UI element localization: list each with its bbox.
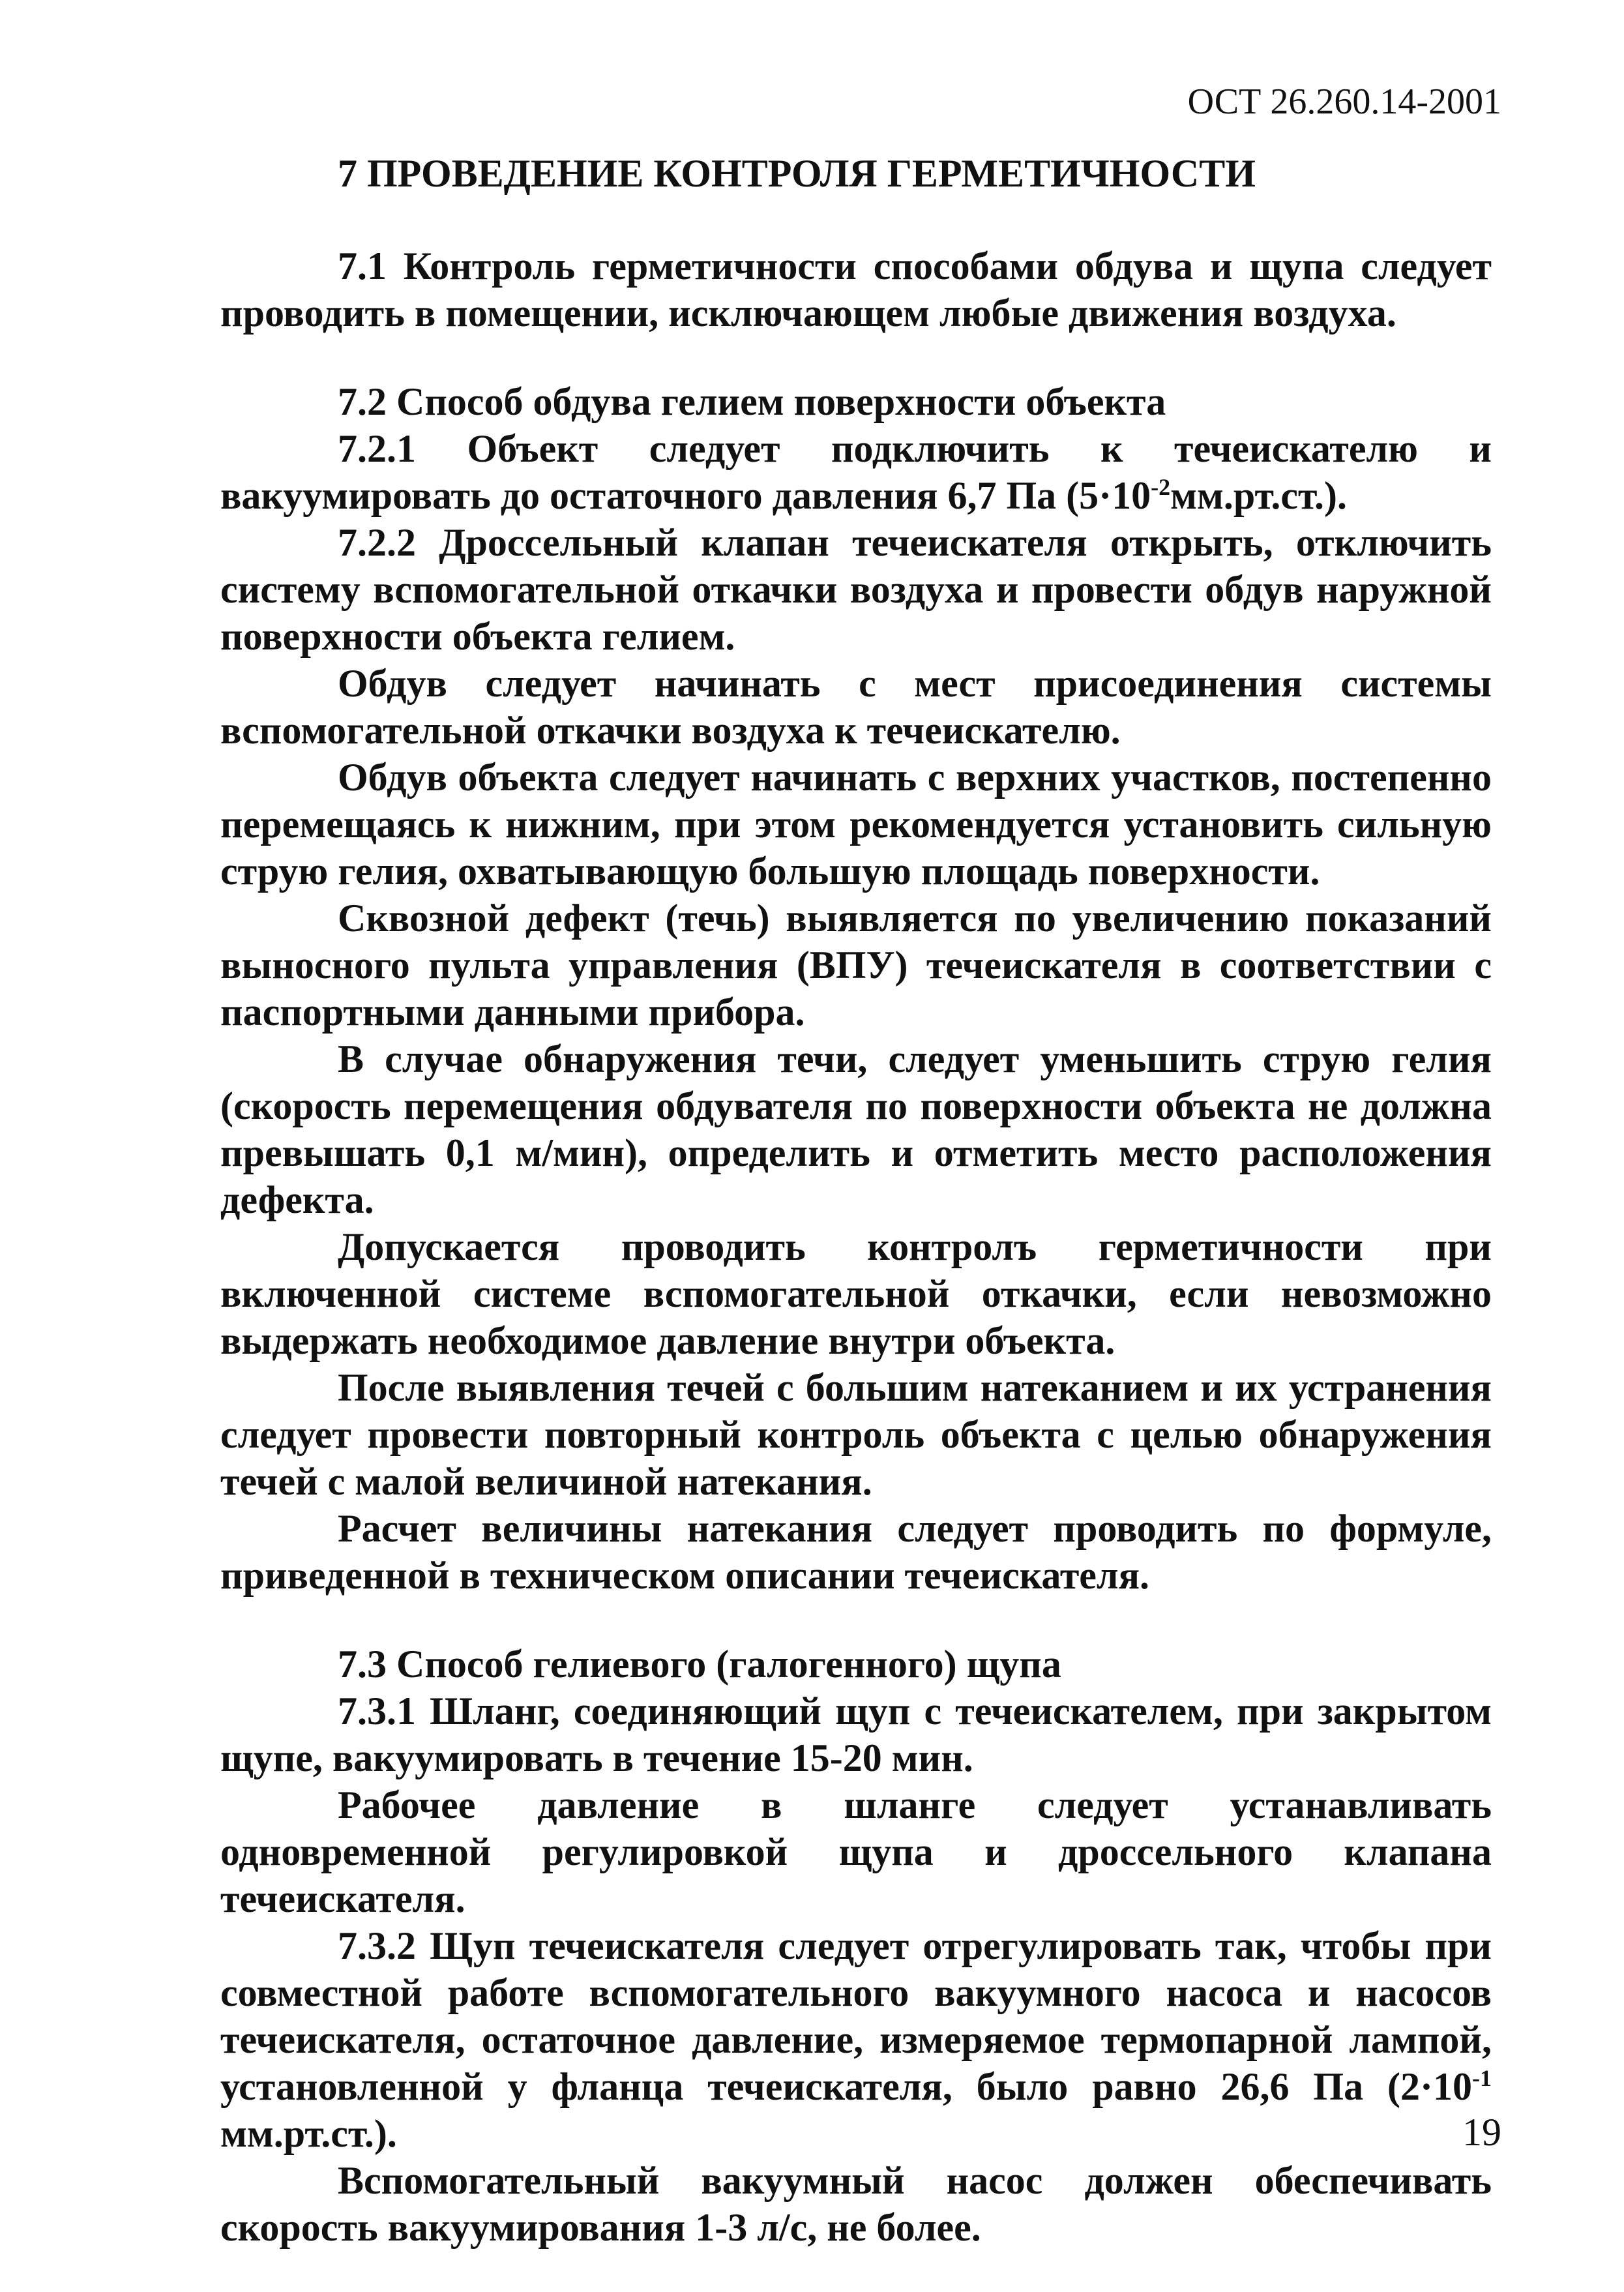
paragraph-7-3-2-text: 7.3.2 Щуп течеискателя следует отрегулировать так, чтобы при совместной работе вспомогательного вакуумного насоса и насосов течеискателя, остаточное давление, измеряемое термопарной лампой, установленной у фланца течеискателя, было равно 26,6 Па (2·10 <box>220 1924 1492 2108</box>
document-code: ОСТ 26.260.14-2001 <box>1187 82 1501 122</box>
paragraph-calculation: Расчет величины натекания следует проводить по формуле, приведенной в техническом описании течеискателя. <box>220 1507 1492 1597</box>
paragraph-7-3-2-unit: мм.рт.ст.). <box>220 2112 397 2155</box>
paragraph-7-2-2: 7.2.2 Дроссельный клапан течеискателя открыть, отключить систему вспомогательной откачки воздуха и провести обдув наружной поверхности объекта гелием. <box>220 521 1492 658</box>
paragraph-7-1: 7.1 Контроль герметичности способами обдува и щупа следует проводить в помещении, исключающем любые движения воздуха. <box>220 245 1492 335</box>
paragraph-7-3-2 <box>220 1922 1492 2157</box>
paragraph-pump: Вспомогательный вакуумный насос должен обеспечивать скорость вакуумирования 1-3 л/с, не более. <box>220 2159 1492 2249</box>
exponent: -2 <box>1151 474 1171 500</box>
paragraph-obduv-start: Обдув следует начинать с мест присоединения системы вспомогательной откачки воздуха к течеискателю. <box>220 662 1492 752</box>
section-title: 7 ПРОВЕДЕНИЕ КОНТРОЛЯ ГЕРМЕТИЧНОСТИ <box>338 152 1256 195</box>
paragraph-allowed: Допускается проводить контролъ герметичности при включенной системе вспомогательной откачки, если невозможно выдержать необходимое давление внутри объекта. <box>220 1225 1492 1362</box>
paragraph-defect: Сквозной дефект (течь) выявляется по увеличению показаний выносного пульта управления (ВПУ) течеискателя в соответствии с паспортными данными прибора. <box>220 897 1492 1034</box>
paragraph-after-leaks: После выявления течей с большим натеканием и их устранения следует провести повторный контроль объекта с целью обнаружения течей с малой величиной натекания. <box>220 1366 1492 1503</box>
subsection-title-7-3: 7.3 Способ гелиевого (галогенного) щупа <box>338 1643 1061 1686</box>
paragraph-7-3-1: 7.3.1 Шланг, соединяющий щуп с течеискателем, при закрытом щупе, вакуумировать в течение 15-20 мин. <box>220 1689 1492 1779</box>
exponent: -1 <box>1472 2065 1492 2091</box>
paragraph-7-2-1-text: 7.2.1 Объект следует подключить к течеискателю и вакуумировать до остаточного давления 6,7 Па (5·10 <box>220 427 1492 517</box>
paragraph-leak-case: В случае обнаружения течи, следует уменьшить струю гелия (скорость перемещения обдувателя по поверхности объекта не должна превышать 0,1 м/мин), определить и отметить место расположения дефекта. <box>220 1037 1492 1221</box>
subsection-title-7-2: 7.2 Способ обдува гелием поверхности объекта <box>338 380 1166 423</box>
paragraph-obduv-order: Обдув объекта следует начинать с верхних участков, постепенно перемещаясь к нижним, при этом рекомендуется установить сильную струю гелия, охватывающую большую площадь поверхности. <box>220 756 1492 893</box>
paragraph-7-2-1-unit: мм.рт.ст.). <box>1170 474 1347 517</box>
document-body <box>220 150 1492 2251</box>
paragraph-working-pressure: Рабочее давление в шланге следует устанавливать одновременной регулировкой щупа и дроссельного клапана течеискателя. <box>220 1783 1492 1920</box>
page-number: 19 <box>1462 2111 1501 2154</box>
paragraph-7-2-1 <box>220 425 1492 519</box>
